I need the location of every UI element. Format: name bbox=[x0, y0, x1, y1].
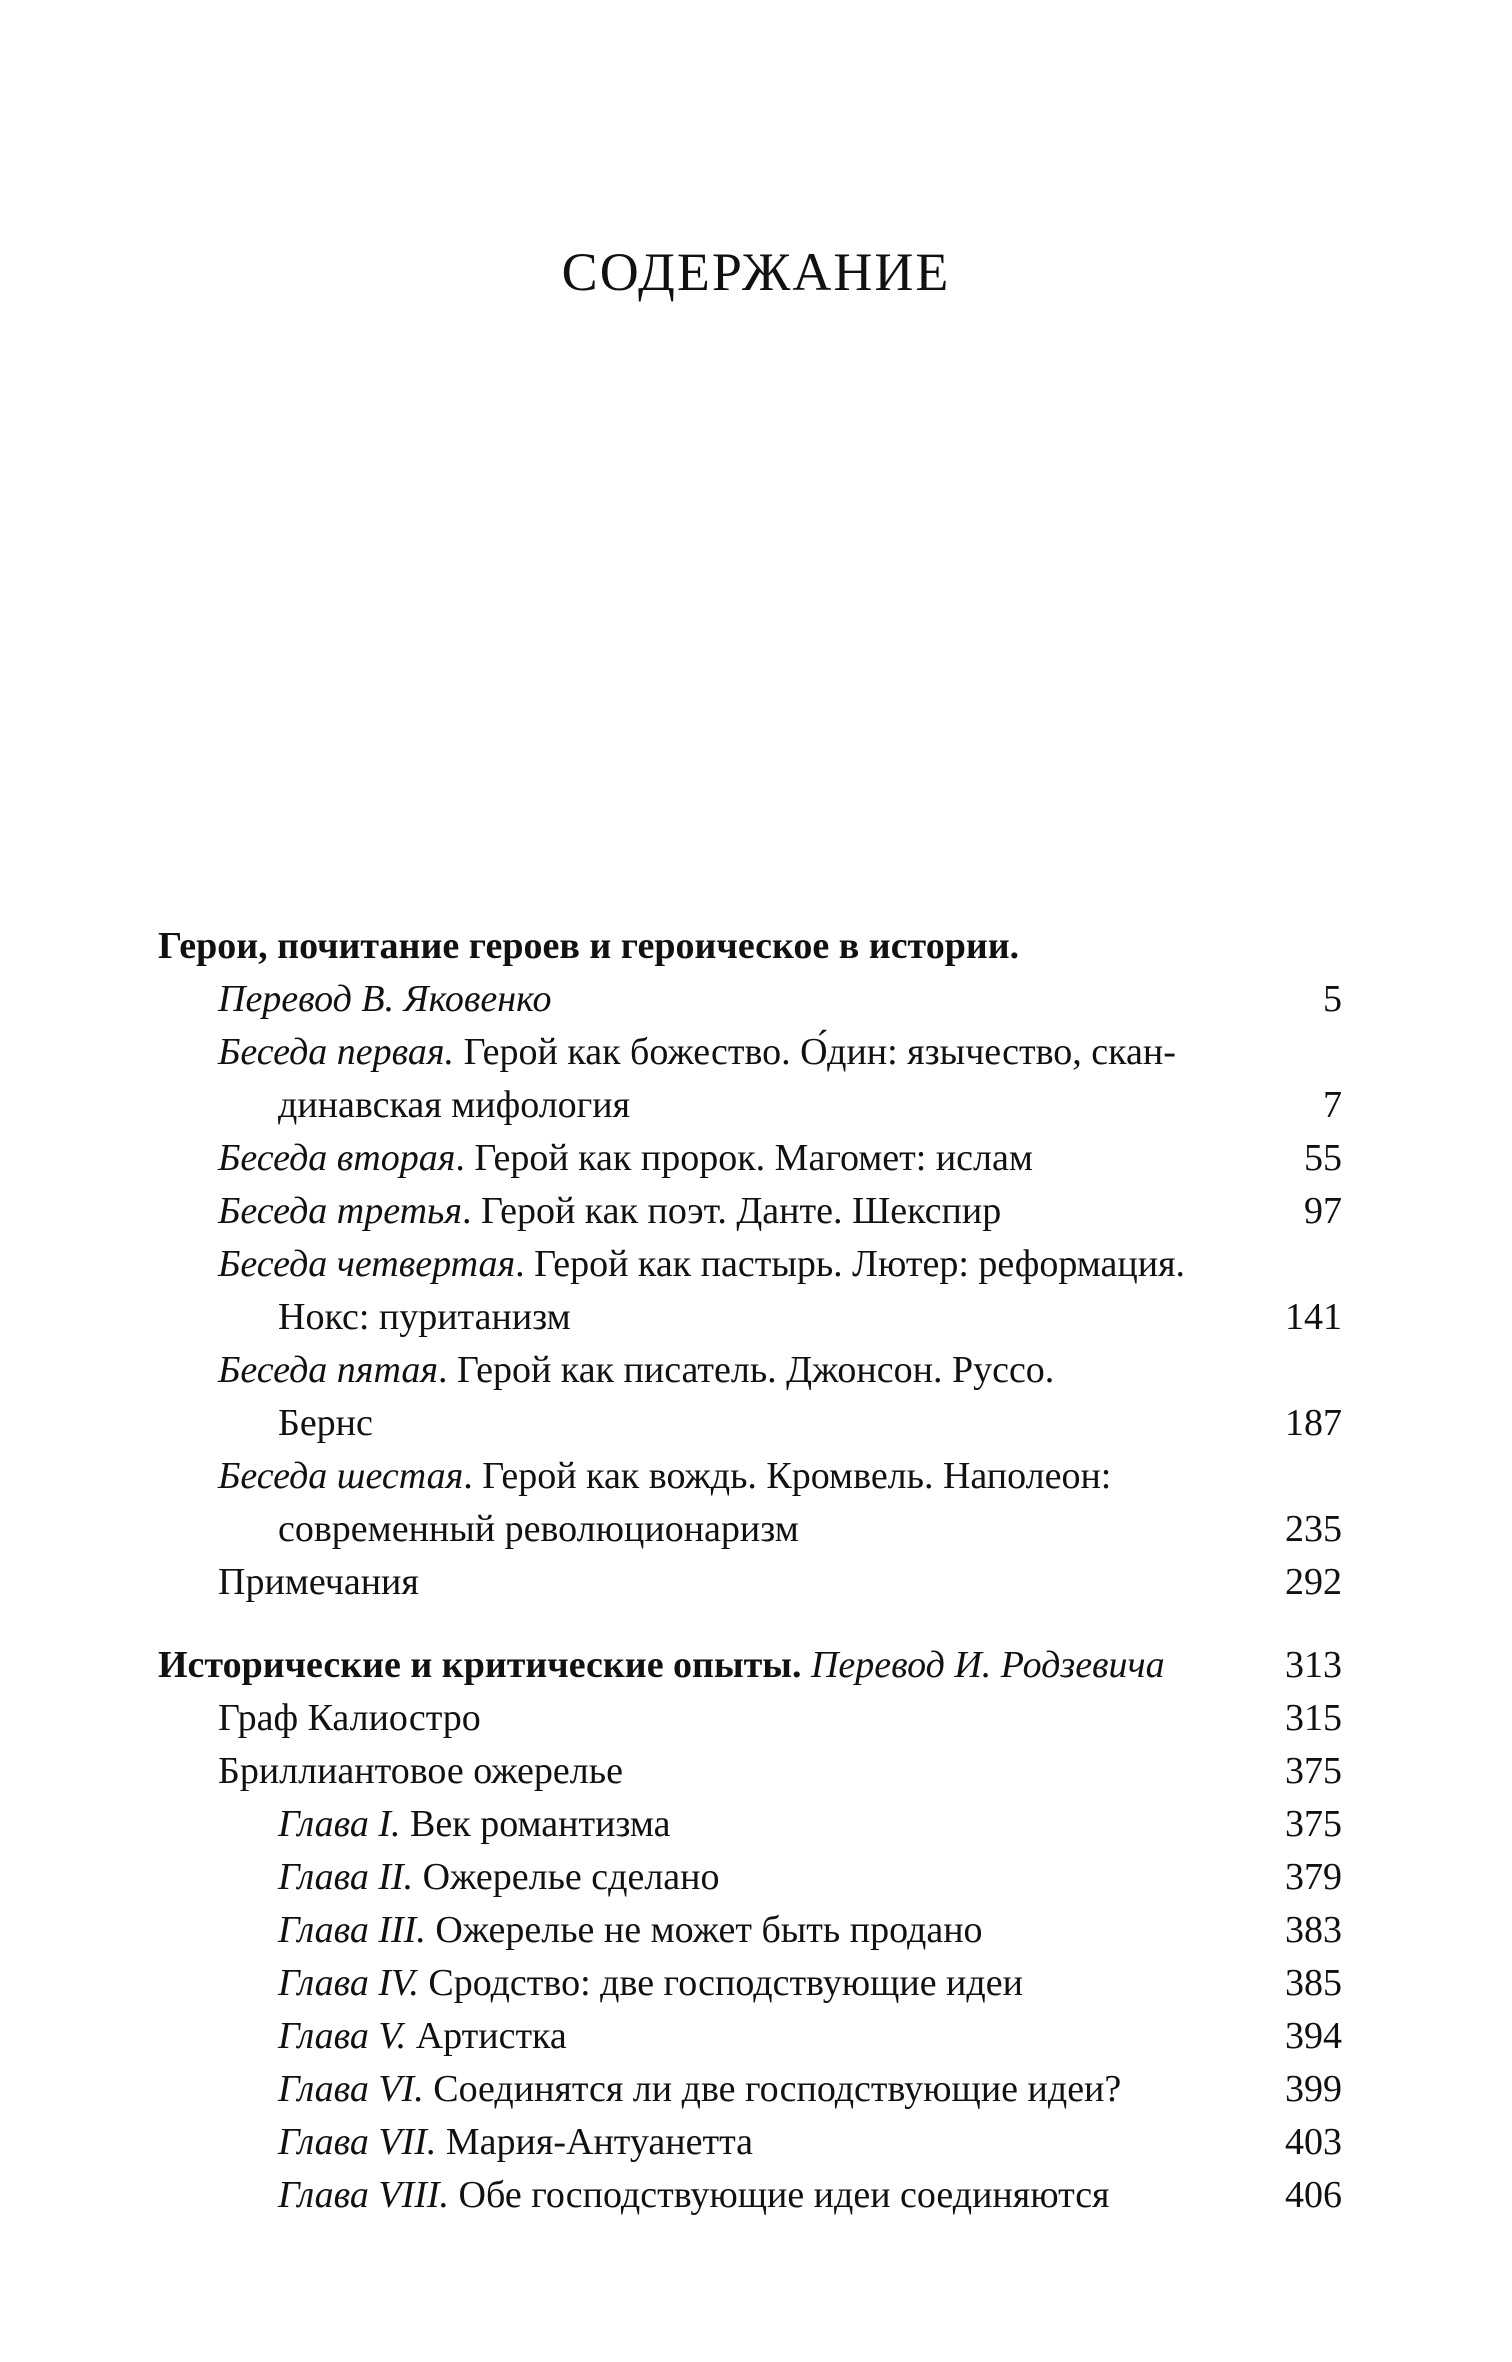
toc-entry-text: . Герой как пророк. Магомет: ислам bbox=[455, 1137, 1033, 1179]
toc-entry[interactable] bbox=[158, 1556, 1342, 1609]
toc-chapter[interactable] bbox=[158, 1957, 1342, 2010]
toc-entry[interactable] bbox=[158, 1238, 1342, 1291]
toc-entry[interactable] bbox=[158, 1692, 1342, 1745]
toc-entry-text: динавская мифология bbox=[278, 1084, 631, 1126]
toc-entry[interactable] bbox=[158, 1132, 1342, 1185]
toc-entry-italic: Беседа первая. bbox=[218, 1031, 455, 1073]
page-number: 313 bbox=[1285, 1644, 1342, 1686]
page-number: 5 bbox=[1323, 978, 1342, 1020]
toc-chapter[interactable] bbox=[158, 1904, 1342, 1957]
page-number: 141 bbox=[1285, 1296, 1342, 1338]
toc-entry-italic: Перевод В. Яковенко bbox=[218, 978, 552, 1020]
toc-entry-italic: Беседа третья bbox=[218, 1190, 462, 1232]
toc-entry-text: Примечания bbox=[218, 1561, 419, 1603]
chapter-label: Глава I. bbox=[278, 1803, 401, 1845]
chapter-label: Глава V. bbox=[278, 2015, 407, 2057]
page-number: 399 bbox=[1285, 2068, 1342, 2110]
toc-entry-italic: Беседа вторая bbox=[218, 1137, 456, 1179]
toc-entry-text: . Герой как писатель. Джонсон. Руссо. bbox=[438, 1349, 1055, 1391]
toc-entry-italic: Беседа четвертая bbox=[218, 1243, 516, 1285]
toc-entry-text: Нокс: пуританизм bbox=[278, 1296, 571, 1338]
chapter-label: Глава IV. bbox=[278, 1962, 419, 2004]
page-number: 383 bbox=[1285, 1909, 1342, 1951]
chapter-title: Ожерелье сделано bbox=[413, 1856, 720, 1898]
toc-chapter[interactable] bbox=[158, 2063, 1342, 2116]
toc-entry-continuation[interactable] bbox=[158, 1079, 1342, 1132]
toc-entry-italic: Беседа пятая bbox=[218, 1349, 439, 1391]
chapter-label: Глава VII. bbox=[278, 2121, 437, 2163]
toc-entry-continuation[interactable] bbox=[158, 1291, 1342, 1344]
toc-chapter[interactable] bbox=[158, 2169, 1342, 2222]
page-number: 7 bbox=[1323, 1084, 1342, 1126]
page-number: 403 bbox=[1285, 2121, 1342, 2163]
chapter-title: Обе господствующие идеи соединяются bbox=[449, 2174, 1110, 2216]
chapter-title: Артистка bbox=[406, 2015, 567, 2057]
section-heading-essays[interactable] bbox=[158, 1639, 1342, 1692]
toc-entry-text: Бриллиантовое ожерелье bbox=[218, 1750, 623, 1792]
page-number: 187 bbox=[1285, 1402, 1342, 1444]
toc-chapter[interactable] bbox=[158, 1798, 1342, 1851]
page-number: 375 bbox=[1285, 1803, 1342, 1845]
toc-entry[interactable] bbox=[158, 1745, 1342, 1798]
page-number: 315 bbox=[1285, 1697, 1342, 1739]
toc-entry[interactable] bbox=[158, 1026, 1342, 1079]
page-number: 292 bbox=[1285, 1561, 1342, 1603]
chapter-label: Глава VI. bbox=[278, 2068, 424, 2110]
section-heading-text: Исторические и критические опыты. bbox=[158, 1644, 802, 1686]
toc-entry-text: . Герой как вождь. Кромвель. Наполеон: bbox=[463, 1455, 1112, 1497]
page-number: 235 bbox=[1285, 1508, 1342, 1550]
toc-chapter[interactable] bbox=[158, 1851, 1342, 1904]
toc-chapter[interactable] bbox=[158, 2010, 1342, 2063]
chapter-title: Соединятся ли две господствующие идеи? bbox=[423, 2068, 1122, 2110]
toc-entry-text: Граф Калиостро bbox=[218, 1697, 481, 1739]
page-number: 97 bbox=[1304, 1190, 1342, 1232]
chapter-label: Глава III. bbox=[278, 1909, 426, 1951]
chapter-label: Глава II. bbox=[278, 1856, 414, 1898]
toc-entry[interactable] bbox=[158, 1450, 1342, 1503]
toc-entry-text: . Герой как пастырь. Лютер: реформация. bbox=[515, 1243, 1186, 1285]
page-number: 55 bbox=[1304, 1137, 1342, 1179]
section-heading-text: Герои, почитание героев и героическое в истории. bbox=[158, 925, 1020, 967]
section-heading-translator: Перевод И. Родзевича bbox=[810, 1644, 1165, 1686]
chapter-title: Ожерелье не может быть продано bbox=[425, 1909, 983, 1951]
section-heading-heroes[interactable] bbox=[158, 920, 1342, 973]
toc-entry-italic: Беседа шестая bbox=[218, 1455, 464, 1497]
chapter-title: Сродство: две господствующие идеи bbox=[418, 1962, 1023, 2004]
toc-entry-text: . Герой как поэт. Данте. Шекспир bbox=[462, 1190, 1002, 1232]
toc-entry[interactable] bbox=[158, 973, 1342, 1026]
toc-entry-continuation[interactable] bbox=[158, 1503, 1342, 1556]
toc-entry-continuation[interactable] bbox=[158, 1397, 1342, 1450]
page-number: 385 bbox=[1285, 1962, 1342, 2004]
toc-entry[interactable] bbox=[158, 1344, 1342, 1397]
table-of-contents bbox=[158, 920, 1342, 2222]
chapter-title: Век романтизма bbox=[400, 1803, 671, 1845]
toc-entry-text: Бернс bbox=[278, 1402, 373, 1444]
page-number: 379 bbox=[1285, 1856, 1342, 1898]
toc-entry-text: Герой как божество. О́дин: язычество, скан- bbox=[454, 1031, 1176, 1073]
page-number: 406 bbox=[1285, 2174, 1342, 2216]
chapter-title: Мария-Антуанетта bbox=[436, 2121, 754, 2163]
toc-chapter[interactable] bbox=[158, 2116, 1342, 2169]
page-title: СОДЕРЖАНИЕ bbox=[561, 242, 951, 302]
toc-entry[interactable] bbox=[158, 1185, 1342, 1238]
toc-entry-text: современный революционаризм bbox=[278, 1508, 799, 1550]
chapter-label: Глава VIII. bbox=[278, 2174, 450, 2216]
page-number: 375 bbox=[1285, 1750, 1342, 1792]
page-number: 394 bbox=[1285, 2015, 1342, 2057]
